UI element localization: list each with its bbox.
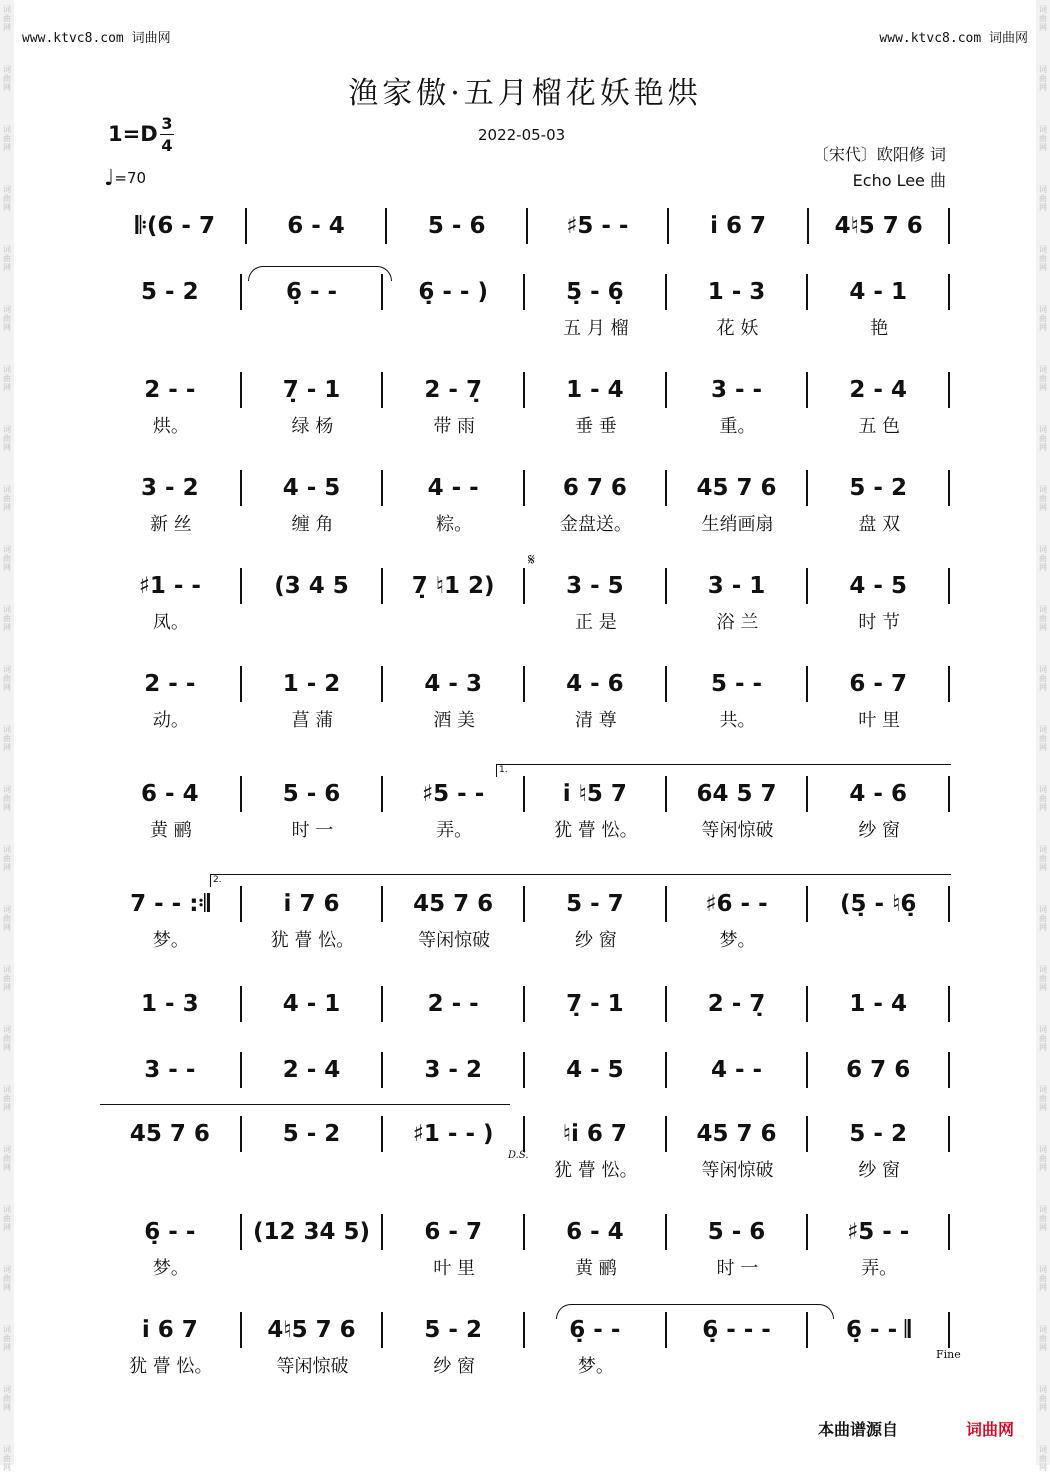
quarter-note-icon: ♩	[104, 166, 115, 191]
score-row	[0, 372, 1050, 462]
measure: 3 - 5	[525, 568, 667, 604]
side-watermark-text: 词曲网	[1039, 1025, 1047, 1052]
slur-mark	[248, 266, 392, 281]
source-site: 词曲网	[966, 1420, 1015, 1439]
lyric-segment: 艳	[870, 318, 889, 339]
side-watermark-text: 词曲网	[1039, 245, 1047, 272]
lyric-segment: 垂 垂	[574, 416, 617, 437]
tempo-mark: ♩=70	[104, 166, 147, 191]
measure: 3 - 1	[667, 568, 809, 604]
lyric-segment: 犹 瞢 忪。	[554, 1160, 638, 1181]
side-watermark-text: 词曲网	[3, 665, 11, 692]
side-watermark-text: 词曲网	[1039, 845, 1047, 872]
lyric-segment	[242, 1152, 384, 1186]
measure: 5 - 2	[100, 274, 242, 310]
lyric-segment: 黄 鹂	[149, 820, 192, 841]
site-url-left: www.ktvc8.com 词曲网	[22, 31, 171, 46]
side-watermark-text: 词曲网	[3, 125, 11, 152]
lyric-segment: 菖 蒲	[291, 710, 334, 731]
measure: 4 - 5	[242, 470, 384, 506]
time-top: 3	[161, 114, 173, 133]
measure: 5 - 7	[525, 886, 667, 922]
side-watermark-text: 词曲网	[3, 1265, 11, 1292]
measure: ♯5 - -	[808, 1214, 950, 1250]
lyric-segment: 缠 角	[291, 514, 334, 535]
measure: 6̣ - - 𝄂	[808, 1312, 950, 1348]
lyric-segment	[525, 1022, 667, 1056]
measure: 5 - 6	[242, 776, 384, 812]
lyric-segment: 酒 美	[433, 710, 476, 731]
side-watermark-text: 词曲网	[3, 845, 11, 872]
fine-mark: Fine	[936, 1348, 961, 1361]
side-watermark-text: 词曲网	[3, 5, 11, 32]
side-watermark-text: 词曲网	[1039, 65, 1047, 92]
side-watermark-text: 词曲网	[3, 605, 11, 632]
measure: 6̣ - - -	[667, 1312, 809, 1348]
lyric-segment	[383, 1022, 525, 1056]
lyric-segment: 烘。	[152, 416, 189, 437]
measure: 5 - 6	[387, 208, 528, 244]
measure: (12 34 5)	[242, 1214, 384, 1250]
lyric-segment	[383, 244, 525, 278]
lyric-segment: 金盘送。	[559, 514, 632, 535]
measure: 4 - 6	[808, 776, 950, 812]
measure: ♯5 - -	[383, 776, 525, 812]
side-watermark-text: 词曲网	[3, 1325, 11, 1352]
side-watermark-text: 词曲网	[1039, 305, 1047, 332]
measure: (5̣ - ♮6̣	[808, 886, 950, 922]
measure: 6̣ - -	[525, 1312, 667, 1348]
measure: ♯1 - -	[100, 568, 242, 604]
side-watermark-text: 词曲网	[3, 305, 11, 332]
measure: ♮i̇ 6 7	[525, 1116, 667, 1152]
ds-mark: D.S.	[508, 1150, 529, 1161]
side-watermark-text: 词曲网	[1039, 1205, 1047, 1232]
side-watermark-text: 词曲网	[3, 545, 11, 572]
measure: 2 - -	[100, 372, 242, 408]
score-row	[0, 1214, 1050, 1304]
lyric-segment: 犹 瞢 忪。	[270, 930, 355, 951]
measure: 6 - 4	[525, 1214, 667, 1250]
volta-bracket: 2.	[210, 874, 951, 887]
side-watermark-text: 词曲网	[1039, 5, 1047, 32]
lyric-segment: 正 是	[574, 612, 617, 633]
measure: 4 - 1	[808, 274, 950, 310]
measure: 7̣ - 1	[242, 372, 384, 408]
lyric-segment	[808, 1022, 950, 1056]
source-label: 本曲谱源自	[818, 1420, 899, 1439]
lyric-segment: 粽。	[436, 514, 473, 535]
side-watermark-text: 词曲网	[3, 965, 11, 992]
song-title: 渔家傲·五月榴花妖艳烘	[348, 76, 702, 111]
measure: 5 - 2	[383, 1312, 525, 1348]
measure: 45 7 6	[100, 1116, 242, 1152]
measure: 5 - 6	[667, 1214, 809, 1250]
side-watermark-text: 词曲网	[1039, 1445, 1047, 1472]
measure: 1 - 3	[667, 274, 809, 310]
lyric-segment: 纱 窗	[858, 820, 901, 841]
side-watermark-text: 词曲网	[3, 1145, 11, 1172]
score-row	[0, 666, 1050, 756]
lyric-segment: 纱 窗	[858, 1160, 901, 1181]
lyric-segment: 梦。	[719, 930, 756, 951]
lyric-segment	[242, 1022, 384, 1056]
lyric-segment: 弄。	[861, 1258, 898, 1279]
lyric-segment: 时 一	[291, 820, 334, 841]
measure: i̇ 6 7	[100, 1312, 242, 1348]
side-watermark-text: 词曲网	[1039, 665, 1047, 692]
score-row	[0, 776, 1050, 866]
side-watermark-text: 词曲网	[3, 65, 11, 92]
lyric-segment: 盘 双	[858, 514, 901, 535]
lyric-segment: 凤。	[152, 612, 189, 633]
measure: 45 7 6	[667, 1116, 809, 1152]
measure: 5 - 2	[808, 470, 950, 506]
lyric-segment: 弄。	[436, 820, 473, 841]
lyric-segment	[242, 604, 384, 638]
lyric-segment: 叶 里	[858, 710, 901, 731]
measure: 1 - 4	[525, 372, 667, 408]
measure: 45 7 6	[667, 470, 809, 506]
measure: 2 - 7̣	[667, 986, 809, 1022]
side-watermark-text: 词曲网	[1039, 1385, 1047, 1412]
measure: 4 - 5	[525, 1052, 667, 1088]
side-watermark-text: 词曲网	[1039, 1085, 1047, 1112]
measure: 𝄆(6 - 7	[100, 208, 247, 244]
lyric-segment	[667, 1348, 809, 1382]
measure: 5 - -	[667, 666, 809, 702]
measure: 1 - 4	[808, 986, 950, 1022]
score-row	[0, 470, 1050, 560]
side-watermark-text: 词曲网	[1039, 1325, 1047, 1352]
lyric-segment	[808, 922, 950, 956]
measure: 2 - 4	[242, 1052, 384, 1088]
lyric-segment: 等闲惊破	[418, 930, 491, 951]
side-watermark-text: 词曲网	[3, 365, 11, 392]
side-watermark-text: 词曲网	[1039, 185, 1047, 212]
lyric-segment: 梦。	[152, 930, 189, 951]
measure: 2 - -	[383, 986, 525, 1022]
measure: 1 - 3	[100, 986, 242, 1022]
measure: 45 7 6	[383, 886, 525, 922]
measure: 6 7 6	[808, 1052, 950, 1088]
measure: 2 - -	[100, 666, 242, 702]
lyric-segment	[383, 310, 525, 344]
lyric-segment: 五 月 榴	[563, 318, 629, 339]
lyric-segment: 重。	[719, 416, 756, 437]
measure: 4 - 6	[525, 666, 667, 702]
lyric-segment	[100, 1022, 242, 1056]
measure: 5 - 2	[808, 1116, 950, 1152]
side-watermark-text: 词曲网	[1039, 785, 1047, 812]
score-row	[0, 886, 1050, 976]
measure: 7 - - :𝄇	[100, 886, 242, 922]
lyric-segment: 梦。	[152, 1258, 189, 1279]
lyric-segment: 带 雨	[433, 416, 476, 437]
measure: 4 - 5	[808, 568, 950, 604]
lyric-segment: 新 丝	[149, 514, 192, 535]
repeat-bracket	[100, 1104, 510, 1117]
side-watermark-text: 词曲网	[3, 245, 11, 272]
lyric-segment: 时 节	[858, 612, 901, 633]
lyric-segment	[100, 1152, 242, 1186]
lyric-segment: 等闲惊破	[701, 1160, 774, 1181]
measure: 6̣ - -	[242, 274, 384, 310]
measure: 3 - -	[667, 372, 809, 408]
slur-mark	[556, 1304, 834, 1319]
lyric-segment	[383, 604, 525, 638]
side-watermark-text: 词曲网	[1039, 605, 1047, 632]
side-watermark-text: 词曲网	[3, 905, 11, 932]
time-signature	[160, 114, 174, 155]
side-watermark-text: 词曲网	[3, 1205, 11, 1232]
measure: 4♮5 7 6	[242, 1312, 384, 1348]
measure: 4 - 1	[242, 986, 384, 1022]
measure: 2 - 7̣	[383, 372, 525, 408]
lyric-segment: 清 尊	[574, 710, 617, 731]
lyric-segment: 浴 兰	[716, 612, 759, 633]
measure: 6 7 6	[525, 470, 667, 506]
lyric-segment	[667, 244, 809, 278]
side-watermark-text: 词曲网	[3, 1085, 11, 1112]
side-watermark-text: 词曲网	[3, 785, 11, 812]
lyric-segment	[100, 310, 242, 344]
lyric-segment	[808, 1348, 950, 1382]
measure: 6̣ - - )	[383, 274, 525, 310]
side-watermark-text: 词曲网	[1039, 1265, 1047, 1292]
measure: 4 - -	[383, 470, 525, 506]
score-row	[0, 1116, 1050, 1206]
side-watermark-text: 词曲网	[1039, 485, 1047, 512]
side-watermark-text: 词曲网	[1039, 425, 1047, 452]
side-watermark-text: 词曲网	[3, 1025, 11, 1052]
segno-icon: 𝄋	[528, 550, 535, 569]
lyric-segment: 花 妖	[716, 318, 759, 339]
lyric-segment: 绿 杨	[291, 416, 334, 437]
lyric-segment	[667, 1022, 809, 1056]
lyricist-credit: 〔宋代〕欧阳修 词	[812, 145, 946, 164]
lyric-segment: 五 色	[858, 416, 901, 437]
measure: 7̣ ♮1 2)	[383, 568, 525, 604]
composer-credit: Echo Lee 曲	[852, 171, 946, 190]
measure: ♯1 - - )	[383, 1116, 525, 1152]
lyric-segment	[525, 244, 667, 278]
lyric-segment: 黄 鹂	[574, 1258, 617, 1279]
lyric-segment	[242, 310, 384, 344]
measure: 64 5 7	[667, 776, 809, 812]
measure: 3 - 2	[383, 1052, 525, 1088]
measure: ♯6 - -	[667, 886, 809, 922]
date: 2022-05-03	[478, 126, 566, 144]
lyric-segment	[808, 244, 950, 278]
side-watermark-text: 词曲网	[1039, 905, 1047, 932]
side-watermark-text: 词曲网	[1039, 545, 1047, 572]
site-url-right: www.ktvc8.com 词曲网	[879, 31, 1028, 46]
side-watermark-text: 词曲网	[1039, 1145, 1047, 1172]
lyric-segment: 动。	[152, 710, 189, 731]
measure: i̇ 7 6	[242, 886, 384, 922]
measure: i̇ ♮5 7	[525, 776, 667, 812]
measure: 3 - -	[100, 1052, 242, 1088]
measure: 2 - 4	[808, 372, 950, 408]
measure: 6 - 7	[808, 666, 950, 702]
side-watermark-text: 词曲网	[3, 1445, 11, 1472]
score-row	[0, 568, 1050, 658]
lyric-segment	[383, 1152, 525, 1186]
lyric-segment: 犹 瞢 忪。	[554, 820, 638, 841]
measure: i̇ 6 7	[669, 208, 810, 244]
lyric-segment: 梦。	[577, 1356, 614, 1377]
side-watermark-text: 词曲网	[1039, 965, 1047, 992]
measure: (3 4 5	[242, 568, 384, 604]
side-watermark-text: 词曲网	[1039, 125, 1047, 152]
lyric-segment: 纱 窗	[433, 1356, 476, 1377]
side-watermark-text: 词曲网	[1039, 725, 1047, 752]
lyric-segment	[100, 244, 242, 278]
lyric-segment: 纱 窗	[574, 930, 617, 951]
side-watermark-text: 词曲网	[1039, 365, 1047, 392]
measure: 6 - 4	[247, 208, 388, 244]
side-watermark-text: 词曲网	[3, 485, 11, 512]
time-bottom: 4	[161, 136, 173, 155]
measure: ♯5 - -	[528, 208, 669, 244]
side-watermark-text: 词曲网	[3, 425, 11, 452]
lyric-segment	[242, 1250, 384, 1284]
lyric-segment: 等闲惊破	[276, 1356, 349, 1377]
lyric-segment: 生绡画扇	[701, 514, 774, 535]
measure: 1 - 2	[242, 666, 384, 702]
score-row	[0, 274, 1050, 364]
side-watermark-text: 词曲网	[3, 1385, 11, 1412]
volta-bracket: 1.	[496, 764, 951, 777]
measure: 7̣ - 1	[525, 986, 667, 1022]
lyric-segment: 共。	[719, 710, 756, 731]
measure: 6 - 7	[383, 1214, 525, 1250]
measure: 4 - -	[667, 1052, 809, 1088]
lyric-segment: 时 一	[716, 1258, 759, 1279]
side-watermark-text: 词曲网	[3, 725, 11, 752]
key-signature: 1=D	[108, 122, 158, 146]
side-watermark-text: 词曲网	[3, 185, 11, 212]
lyric-segment: 叶 里	[433, 1258, 476, 1279]
lyric-segment: 犹 瞢 忪。	[129, 1356, 213, 1377]
measure: 3 - 2	[100, 470, 242, 506]
lyric-segment: 等闲惊破	[701, 820, 774, 841]
measure: 6̣ - -	[100, 1214, 242, 1250]
measure: 6 - 4	[100, 776, 242, 812]
measure: 5 - 2	[242, 1116, 384, 1152]
measure: 4 - 3	[383, 666, 525, 702]
measure: 5̣ - 6̣	[525, 274, 667, 310]
measure: 4♮5 7 6	[809, 208, 950, 244]
score-row	[0, 1312, 1050, 1402]
